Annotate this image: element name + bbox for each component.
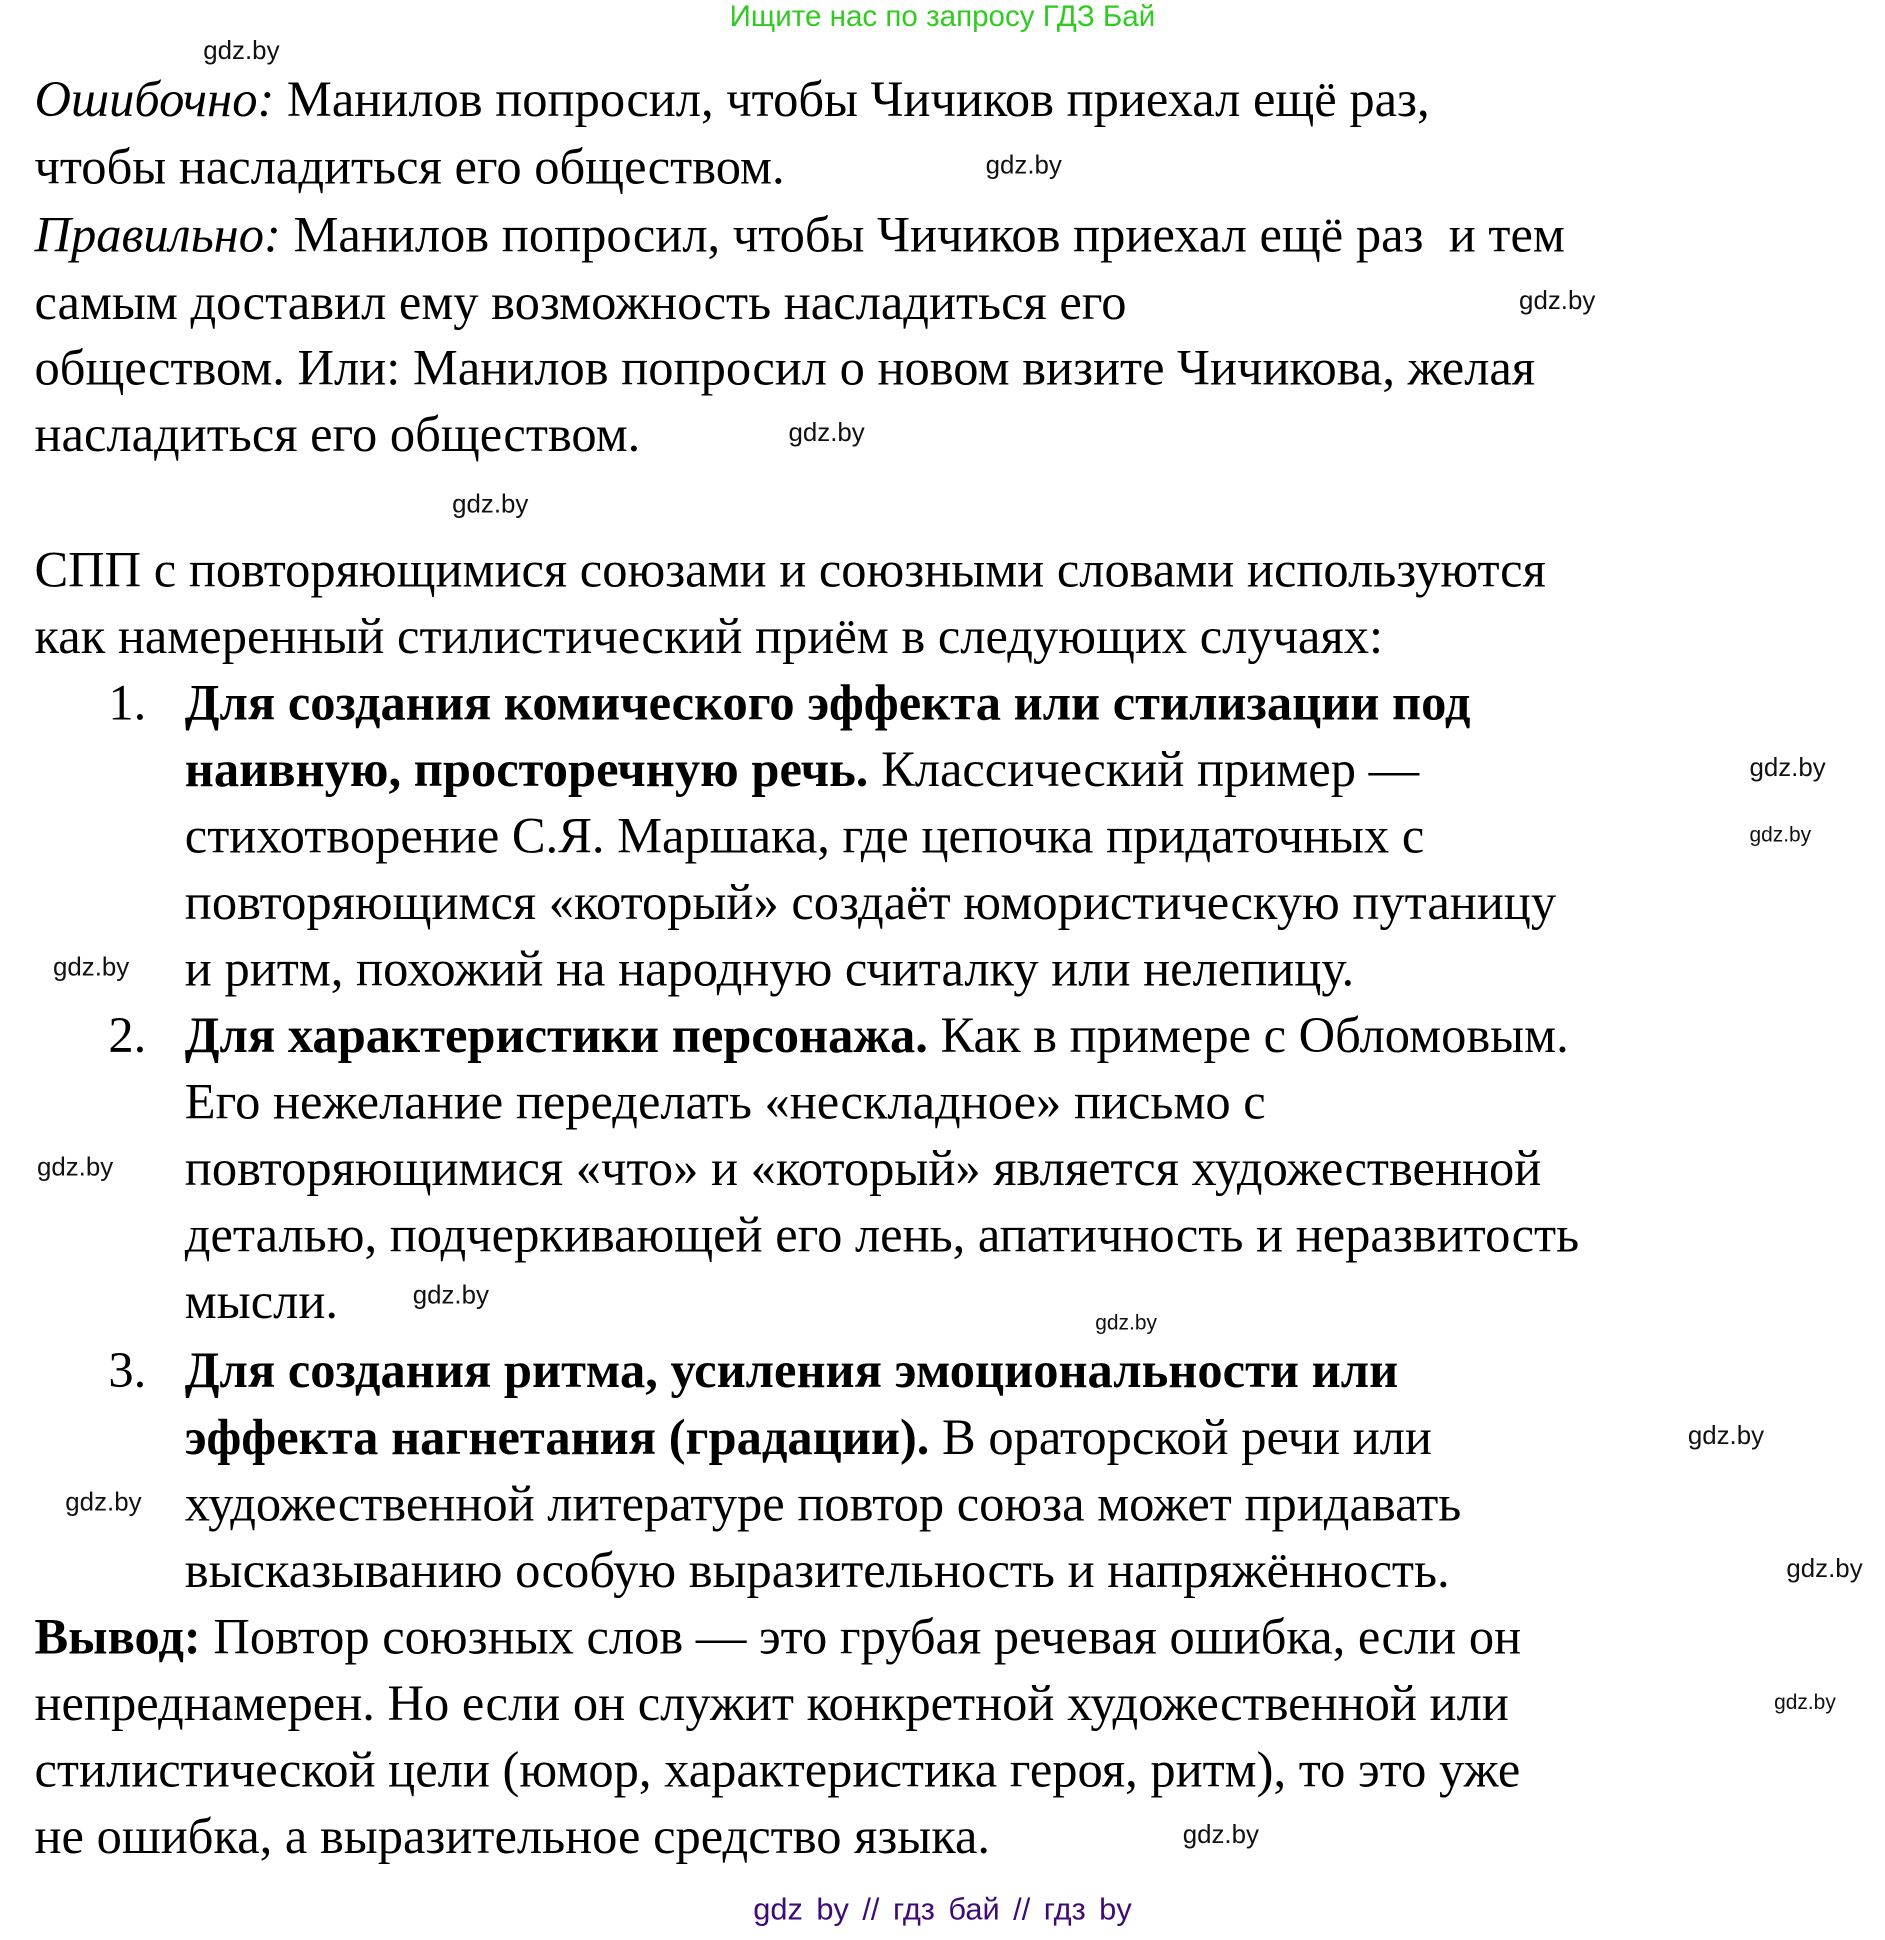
text-segment: обществом. Или: Манилов попросил о новом визите Чичикова, желая — [34, 338, 1536, 396]
bold-text: Для характеристики персонажа. — [184, 1006, 928, 1064]
text-line — [185, 1273, 338, 1330]
text-line — [185, 1140, 1542, 1197]
watermark: gdz.by — [1095, 1310, 1157, 1335]
text-segment: Манилов попросил, чтобы Чичиков приехал ещё раз и тем — [280, 205, 1565, 263]
list-number: 1. — [108, 673, 147, 731]
italic-label: Правильно: — [34, 205, 281, 263]
header-banner: Ищите нас по запросу ГДЗ Бай — [729, 0, 1156, 34]
text-line — [185, 873, 1556, 930]
text-segment: СПП с повторяющимися союзами и союзными словами используются — [34, 540, 1546, 598]
text-segment: непреднамерен. Но если он служит конкретной художественной или — [34, 1674, 1509, 1731]
watermark: gdz.by — [1519, 287, 1596, 316]
text-line — [34, 405, 640, 462]
text-segment: Его нежелание переделать «нескладное» письмо с — [184, 1073, 1266, 1130]
watermark: gdz.by — [1749, 822, 1812, 847]
text-line — [185, 1541, 1450, 1598]
watermark: gdz.by — [1774, 1690, 1836, 1714]
watermark: gdz.by — [1182, 1820, 1259, 1850]
text-segment: повторяющимся «который» создаёт юмористическую путаницу — [184, 873, 1557, 931]
text-line — [34, 206, 1564, 263]
text-segment: мысли. — [184, 1272, 338, 1330]
text-line — [185, 1475, 1462, 1532]
text-segment: насладиться его обществом. — [34, 405, 641, 462]
text-line — [185, 740, 1419, 797]
watermark: gdz.by — [65, 1488, 142, 1517]
bold-text: Для создания ритма, усиления эмоциональности или — [184, 1341, 1399, 1399]
text-segment: художественной литературе повтор союза может придавать — [184, 1474, 1462, 1532]
text-segment: Манилов попросил, чтобы Чичиков приехал ещё раз, — [274, 70, 1430, 127]
watermark: gdz.by — [36, 1153, 114, 1182]
text-segment: В ораторской речи или — [929, 1408, 1432, 1465]
text-line — [185, 674, 1471, 731]
bold-text: эффекта нагнетания (градации). — [184, 1408, 930, 1465]
footer-banner: gdz by // гдз бай // гдз by — [753, 1892, 1132, 1927]
italic-label: Ошибочно: — [34, 70, 275, 127]
text-line — [34, 138, 784, 195]
list-number: 3. — [108, 1341, 147, 1399]
text-segment: стихотворение С.Я. Маршака, где цепочка придаточных с — [184, 806, 1425, 864]
watermark: gdz.by — [412, 1281, 489, 1310]
text-line — [34, 70, 1429, 127]
text-segment: Повтор союзных слов — это грубая речевая ошибка, если он — [200, 1607, 1522, 1665]
text-segment: и ритм, похожий на народную считалку или нелепицу. — [184, 940, 1355, 997]
text-line — [34, 541, 1545, 598]
text-line — [34, 339, 1535, 396]
text-line — [185, 940, 1354, 997]
list-number: 2. — [108, 1006, 147, 1064]
text-segment: деталью, подчеркивающей его лень, апатичность и неразвитость — [184, 1206, 1580, 1263]
text-line — [34, 1674, 1508, 1731]
text-segment: не ошибка, а выразительное средство языка. — [34, 1807, 991, 1865]
text-line — [34, 607, 1383, 664]
watermark: gdz.by — [788, 418, 865, 448]
watermark: gdz.by — [985, 151, 1062, 180]
text-segment: самым доставил ему возможность насладиться его — [34, 273, 1127, 331]
text-line — [34, 1608, 1521, 1665]
watermark: gdz.by — [1786, 1554, 1863, 1584]
text-line — [34, 1741, 1520, 1798]
text-line — [34, 274, 1126, 331]
watermark: gdz.by — [452, 490, 529, 519]
bold-text: наивную, просторечную речь. — [184, 740, 869, 798]
text-segment: как намеренный стилистический приём в следующих случаях: — [34, 607, 1383, 665]
text-segment: Как в примере с Обломовым. — [927, 1006, 1569, 1064]
text-line — [185, 1073, 1266, 1130]
text-line — [185, 807, 1424, 864]
bold-text: Вывод: — [34, 1607, 201, 1665]
text-line — [185, 1206, 1579, 1263]
text-segment: Классический пример — — [868, 740, 1420, 798]
watermark: gdz.by — [203, 36, 280, 66]
text-line — [185, 1342, 1398, 1399]
bold-text: Для создания комического эффекта или стилизации под — [184, 673, 1471, 731]
text-segment: высказыванию особую выразительность и напряжённость. — [184, 1541, 1450, 1598]
text-segment: чтобы насладиться его обществом. — [34, 137, 785, 195]
text-segment: стилистической цели (юмор, характеристика героя, ритм), то это уже — [34, 1740, 1521, 1798]
text-line — [185, 1007, 1569, 1064]
text-segment: повторяющимися «что» и «который» является художественной — [184, 1139, 1542, 1197]
watermark: gdz.by — [1749, 753, 1826, 783]
text-line — [185, 1408, 1432, 1465]
watermark: gdz.by — [1687, 1421, 1765, 1451]
text-line — [34, 1807, 990, 1864]
watermark: gdz.by — [52, 953, 130, 982]
